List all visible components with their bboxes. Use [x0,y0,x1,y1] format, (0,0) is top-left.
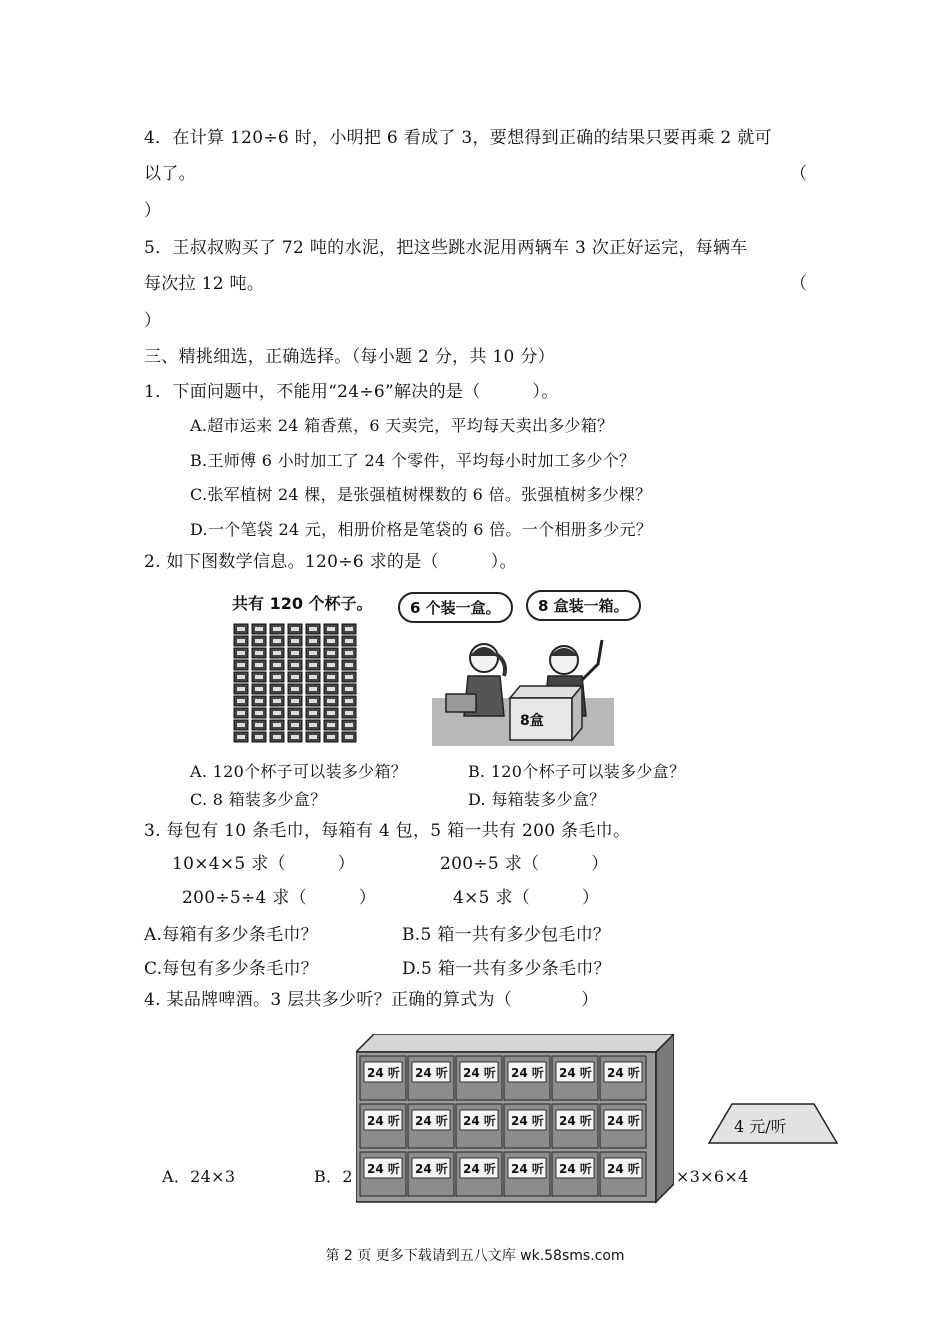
q3-option-d: D.5 箱一共有多少条毛巾？ [402,959,611,979]
price-tag-label: 4 元/听 [734,1117,787,1136]
crate-label: 24 听 [367,1114,400,1128]
crate-label: 24 听 [559,1066,592,1080]
judge-q4-paren-open: （ [790,164,808,184]
q2-option-b: B. 120个杯子可以装多少盒？ [468,762,686,781]
q2-option-c: C. 8 箱装多少盒？ [190,790,327,809]
q1-option-d: D.一个笔袋 24 元，相册价格是笔袋的 6 倍。一个相册多少元？ [190,520,653,539]
q4-option-b: B．2 [314,1167,353,1186]
q2-bubble-boy: 8 盒装一箱。 [526,590,641,621]
q1-stem: 1．下面问题中，不能用“24÷6”解决的是（ ）。 [144,382,559,402]
beer-crates-image [356,1034,674,1204]
q1-option-c: C.张军植树 24 棵，是张强植树棵数的 6 倍。张强植树多少棵？ [190,485,652,504]
crate-label: 24 听 [607,1066,640,1080]
crate-label: 24 听 [607,1114,640,1128]
crate-label: 24 听 [607,1162,640,1176]
crate-label: 24 听 [415,1066,448,1080]
q1-option-b: B.王师傅 6 小时加工了 24 个零件，平均每小时加工多少个？ [190,451,636,470]
q4-stem: 4. 某品牌啤酒。3 层共多少听？正确的算式为（ ） [144,990,599,1010]
q4-option-d: ×3×6×4 [676,1167,749,1186]
crate-label: 24 听 [559,1162,592,1176]
crate-label: 24 听 [463,1114,496,1128]
judge-q4-paren-close: ） [144,201,162,221]
q4-option-a: A．24×3 [162,1167,236,1186]
section3-title: 三、精挑细选，正确选择。（每小题 2 分，共 10 分） [144,347,555,367]
q3-option-c: C.每包有多少条毛巾？ [144,959,319,979]
crate-label: 24 听 [415,1114,448,1128]
q3-stem: 3. 每包有 10 条毛巾，每箱有 4 包，5 箱一共有 200 条毛巾。 [144,821,631,841]
crate-label: 24 听 [367,1066,400,1080]
q2-image-title: 共有 120 个杯子。 [232,594,373,613]
q3-expr-1: 10×4×5 求（ ） [172,854,356,874]
judge-q4-line2: 以了。 [144,164,196,184]
q2-option-d: D. 每箱装多少盒？ [468,790,606,809]
q3-option-a: A.每箱有多少条毛巾？ [144,925,318,945]
crate-label: 24 听 [415,1162,448,1176]
q2-option-a: A. 120个杯子可以装多少箱？ [190,762,408,781]
q3-expr-3: 200÷5÷4 求（ ） [182,888,377,908]
q3-expr-4: 4×5 求（ ） [453,888,600,908]
crate-label: 24 听 [511,1162,544,1176]
judge-q5-paren-open: （ [790,274,808,294]
crate-label: 24 听 [511,1066,544,1080]
crate-label: 24 听 [463,1066,496,1080]
crate-label: 24 听 [463,1162,496,1176]
crate-label: 24 听 [367,1162,400,1176]
q3-option-b: B.5 箱一共有多少包毛巾？ [402,925,611,945]
q3-expr-2: 200÷5 求（ ） [440,854,609,874]
q2-bubble-girl: 6 个装一盒。 [398,592,513,623]
judge-q4-line1: 4．在计算 120÷6 时，小明把 6 看成了 3，要想得到正确的结果只要再乘 2 就可 [144,128,772,148]
crate-label: 24 听 [559,1114,592,1128]
q1-option-a: A.超市运来 24 箱香蕉，6 天卖完，平均每天卖出多少箱？ [190,416,614,435]
q2-stem: 2. 如下图数学信息。120÷6 求的是（ ）。 [144,552,517,572]
judge-q5-paren-close: ） [144,311,162,331]
page-footer: 第 2 页 更多下载请到五八文库 wk.58sms.com [325,1248,625,1264]
cups-grid-image [230,620,358,746]
judge-q5-line1: 5．王叔叔购买了 72 吨的水泥，把这些跳水泥用两辆车 3 次正好运完，每辆车 [144,238,748,258]
crate-label: 24 听 [511,1114,544,1128]
judge-q5-line2: 每次拉 12 吨。 [144,274,265,294]
q2-box-label: 8盒 [520,713,544,729]
